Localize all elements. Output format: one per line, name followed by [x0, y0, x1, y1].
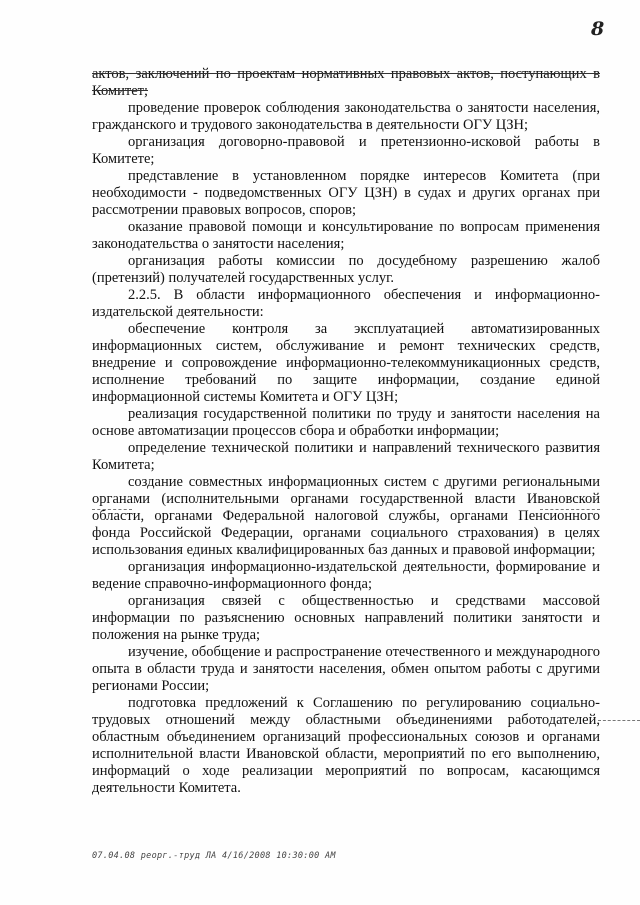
- paragraph: определение технической политики и направлений технического развития Комитета;: [92, 440, 600, 473]
- paragraph: оказание правовой помощи и консультирование по вопросам применения законодательства о занятости населения;: [92, 219, 600, 252]
- paragraph: проведение проверок соблюдения законодательства о занятости населения, гражданского и трудового законодательства в деятельности ОГУ ЦЗН;: [92, 100, 600, 133]
- paragraph: подготовка предложений к Соглашению по регулированию социально-трудовых отношений между областными объединениями работодателей, областным объединением организаций профессиональных союзов и органами исполнительной власти Ивановской области, мероприятий по его выполнению, информаций о ходе реализации мероприятий по вопросам, касающимся деятельности Комитета.: [92, 695, 600, 796]
- paragraph: изучение, обобщение и распространение отечественного и международного опыта в области труда и занятости населения, обмен опытом работы с другими регионами России;: [92, 644, 600, 694]
- scan-dash-mark: [540, 509, 600, 510]
- paragraph: создание совместных информационных систем с другими региональными органами (исполнительными органами государственной власти Ивановской области, органами Федеральной налоговой службы, органами Пенсионного фонда Российской Федерации, органами социального страхования) в целях использования единых квалифицированных баз данных и правовой информации;: [92, 474, 600, 558]
- paragraph: организация договорно-правовой и претензионно-исковой работы в Комитете;: [92, 134, 600, 167]
- page-number: 8: [591, 18, 605, 40]
- paragraph: организация информационно-издательской деятельности, формирование и ведение справочно-информационного фонда;: [92, 559, 600, 592]
- section-heading-2-2-5: 2.2.5. В области информационного обеспечения и информационно-издательской деятельности:: [92, 287, 600, 320]
- document-footer: 07.04.08 реорг.-труд ЛА 4/16/2008 10:30:00 AM: [92, 851, 336, 861]
- document-body: [92, 66, 600, 797]
- paragraph-continuation: актов, заключений по проектам нормативных правовых актов, поступающих в Комитет;: [92, 66, 600, 99]
- scan-dash-mark: [598, 720, 640, 721]
- scan-dash-mark: [92, 509, 132, 510]
- paragraph: организация работы комиссии по досудебному разрешению жалоб (претензий) получателей государственных услуг.: [92, 253, 600, 286]
- paragraph: представление в установленном порядке интересов Комитета (при необходимости - подведомственных ОГУ ЦЗН) в судах и других органах при рассмотрении правовых вопросов, споров;: [92, 168, 600, 218]
- paragraph: обеспечение контроля за эксплуатацией автоматизированных информационных систем, обслуживание и ремонт технических средств, внедрение и сопровождение информационно-телекоммуникационных средств, исполнение требований по защите информации, создание единой информационной системы Комитета и ОГУ ЦЗН;: [92, 321, 600, 405]
- paragraph: реализация государственной политики по труду и занятости населения на основе автоматизации процессов сбора и обработки информации;: [92, 406, 600, 439]
- paragraph: организация связей с общественностью и средствами массовой информации по разъяснению основных направлений политики занятости и положения на рынке труда;: [92, 593, 600, 643]
